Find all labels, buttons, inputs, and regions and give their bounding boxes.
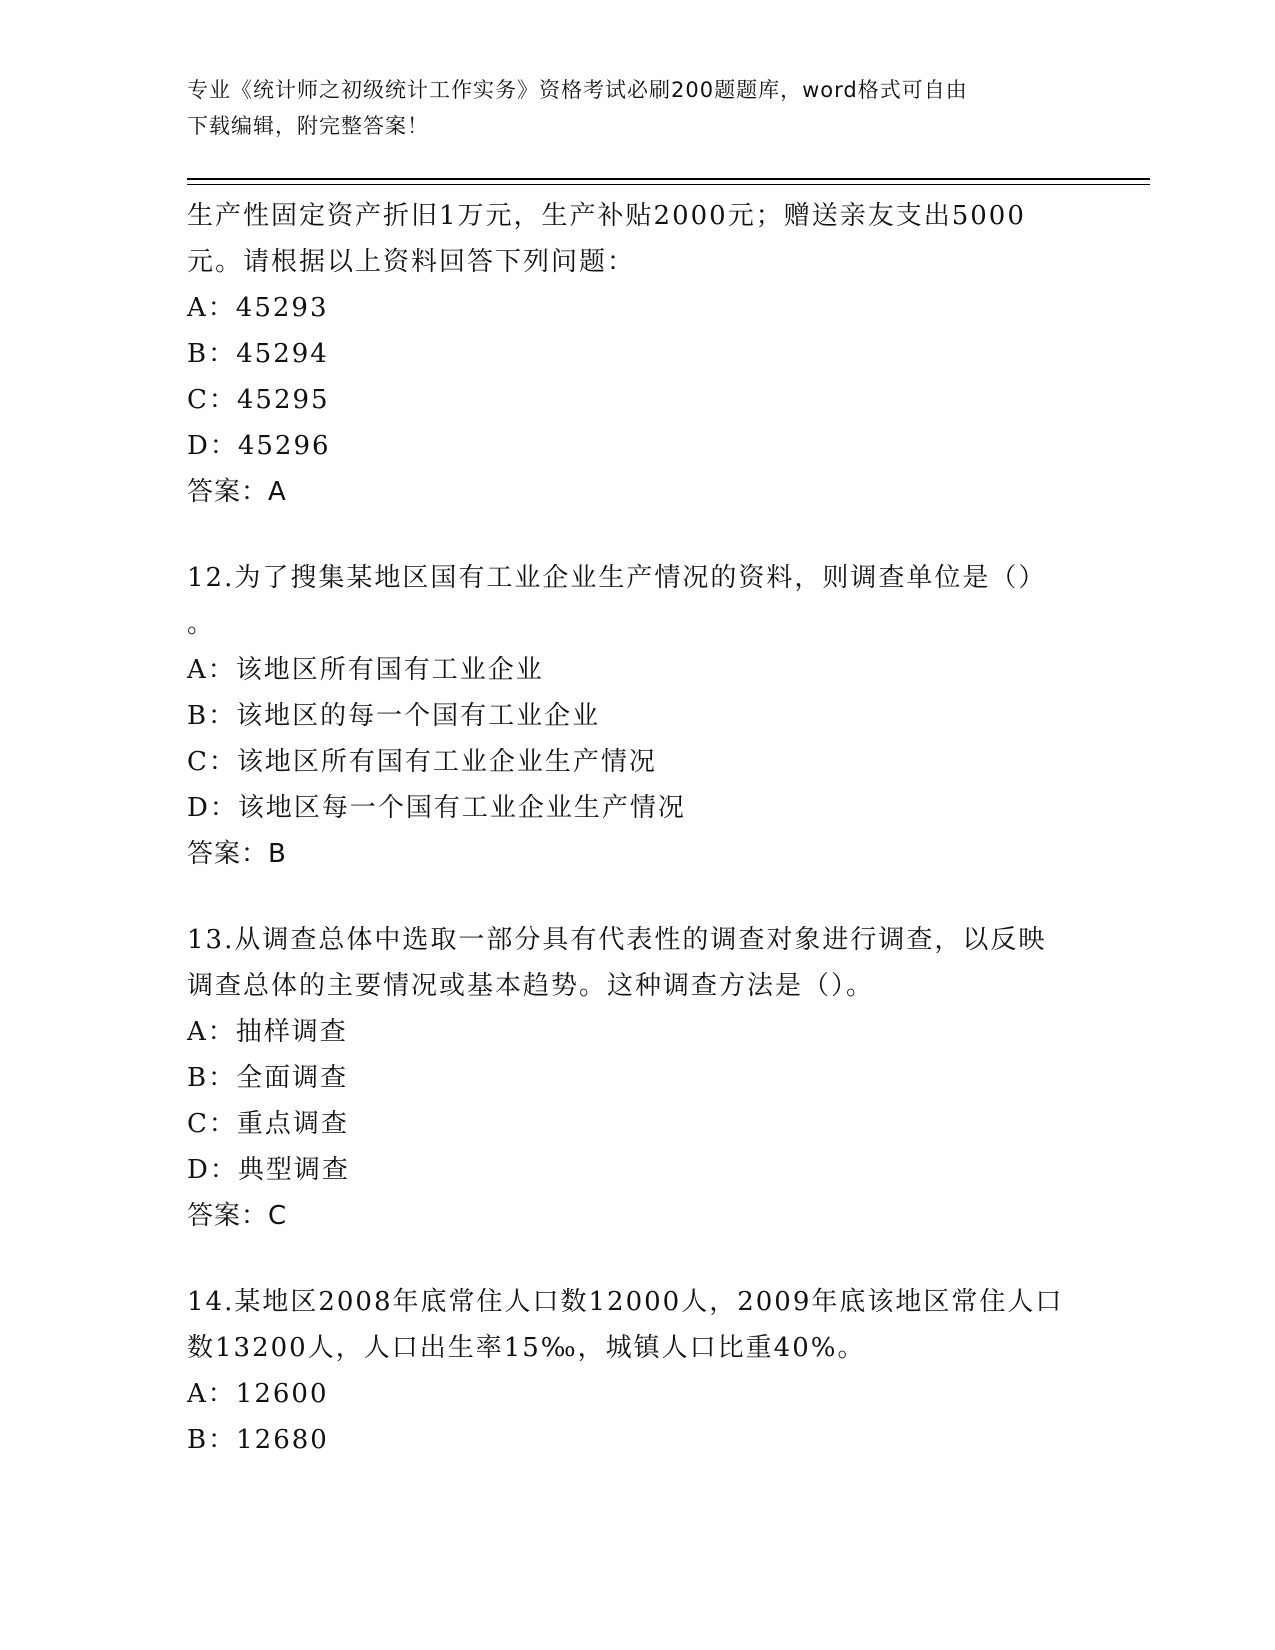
header-line-1: 专业《统计师之初级统计工作实务》资格考试必刷200题题库，word格式可自由 — [187, 78, 968, 102]
answer: 答案：B — [187, 839, 287, 869]
header-rule-thick — [187, 178, 1150, 180]
option-b: B：12680 — [187, 1425, 329, 1455]
option-a: A：12600 — [187, 1379, 329, 1409]
question-text-line: 数13200人，人口出生率15‰，城镇人口比重40%。 — [187, 1333, 866, 1363]
question-text-line: 调查总体的主要情况或基本趋势。这种调查方法是（）。 — [187, 971, 875, 1001]
question-12 — [187, 558, 1087, 874]
answer: 答案：C — [187, 1201, 288, 1231]
option-a: A：该地区所有国有工业企业 — [187, 655, 544, 685]
question-text-line: 。 — [187, 609, 216, 639]
question-text-line: 元。请根据以上资料回答下列问题： — [187, 247, 636, 277]
option-d: D：45296 — [187, 431, 331, 461]
answer: 答案：A — [187, 477, 287, 507]
option-d: D：该地区每一个国有工业企业生产情况 — [187, 793, 686, 823]
option-c: C：重点调查 — [187, 1109, 349, 1139]
option-b: B：全面调查 — [187, 1063, 349, 1093]
option-c: C：45295 — [187, 385, 330, 415]
option-a: A：抽样调查 — [187, 1017, 348, 1047]
question-text-line: 14.某地区2008年底常住人口数12000人，2009年底该地区常住人口 — [187, 1287, 1064, 1317]
header-line-2: 下载编辑，附完整答案！ — [187, 114, 429, 138]
option-d: D：典型调查 — [187, 1155, 350, 1185]
option-a: A：45293 — [187, 293, 329, 323]
option-c: C：该地区所有国有工业企业生产情况 — [187, 747, 657, 777]
question-text-line: 12.为了搜集某地区国有工业企业生产情况的资料，则调查单位是（） — [187, 563, 1047, 593]
question-11-continued — [187, 196, 1087, 512]
question-13 — [187, 920, 1087, 1236]
question-14 — [187, 1282, 1087, 1460]
option-b: B：45294 — [187, 339, 329, 369]
question-list — [187, 190, 1087, 1460]
option-b: B：该地区的每一个国有工业企业 — [187, 701, 601, 731]
question-text-line: 13.从调查总体中选取一部分具有代表性的调查对象进行调查，以反映 — [187, 925, 1047, 955]
document-header — [187, 72, 1087, 144]
question-text-line: 生产性固定资产折旧1万元，生产补贴2000元；赠送亲友支出5000 — [187, 201, 1026, 231]
header-rule-thin — [187, 184, 1150, 185]
